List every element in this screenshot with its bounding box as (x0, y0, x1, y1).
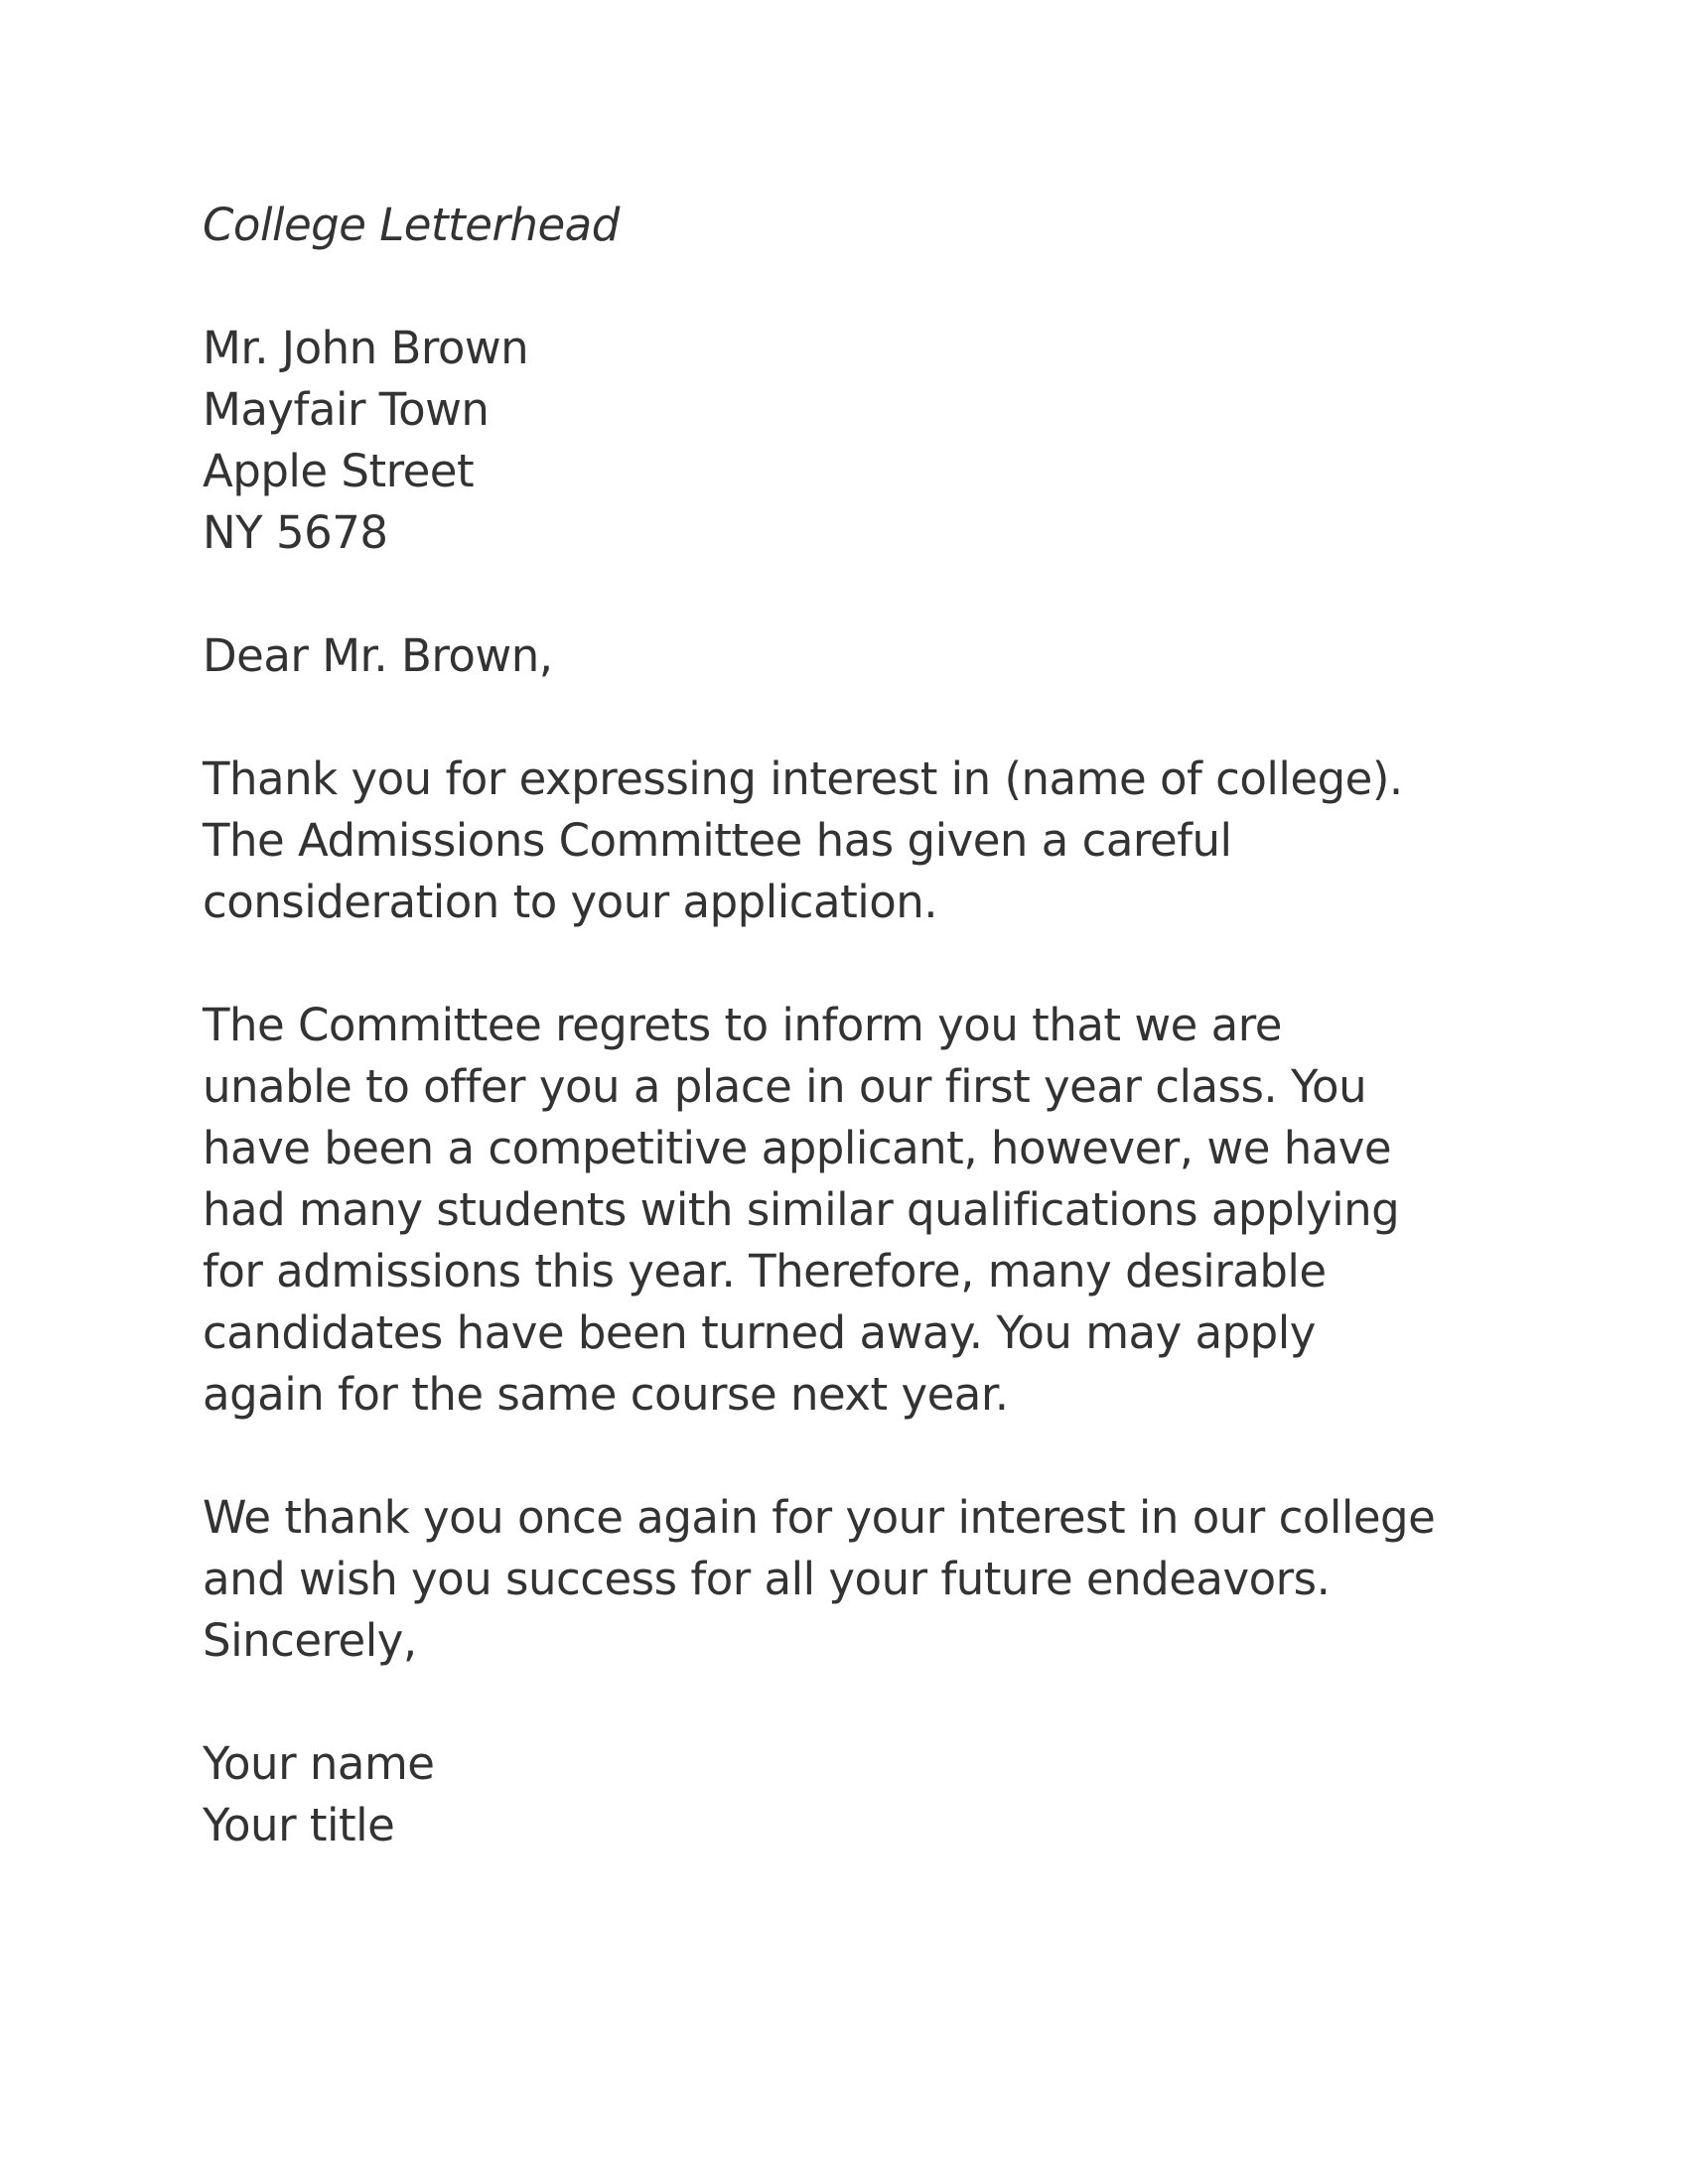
paragraph-line: again for the same course next year. (203, 1368, 1009, 1421)
paragraph-line: had many students with similar qualifications applying (203, 1183, 1400, 1236)
closing: Sincerely, (203, 1614, 417, 1667)
recipient-town: Mayfair Town (203, 383, 490, 436)
paragraph-line: for admissions this year. Therefore, many desirable (203, 1245, 1327, 1297)
signature-title: Your title (203, 1799, 395, 1851)
paragraph-line: We thank you once again for your interest in our college (203, 1491, 1436, 1544)
signature-name: Your name (203, 1737, 435, 1790)
paragraph-line: candidates have been turned away. You may apply (203, 1306, 1316, 1359)
recipient-street: Apple Street (203, 445, 475, 497)
paragraph-line: consideration to your application. (203, 876, 938, 928)
paragraph-line: The Committee regrets to inform you that we are (203, 999, 1282, 1051)
paragraph-line: Thank you for expressing interest in (name of college). (203, 752, 1403, 805)
paragraph-3 (203, 1487, 1599, 1672)
recipient-address (203, 318, 1599, 564)
paragraph-2 (203, 995, 1599, 1426)
paragraph-line: have been a competitive applicant, however, we have (203, 1122, 1392, 1174)
paragraph-line: The Admissions Committee has given a careful (203, 814, 1232, 867)
paragraph-1 (203, 749, 1599, 933)
recipient-zip: NY 5678 (203, 506, 388, 559)
recipient-name: Mr. John Brown (203, 322, 529, 374)
letterhead: College Letterhead (203, 199, 620, 251)
signature (203, 1733, 1599, 1856)
paragraph-line: unable to offer you a place in our first year class. You (203, 1060, 1367, 1113)
salutation: Dear Mr. Brown, (203, 629, 553, 682)
paragraph-line: and wish you success for all your future endeavors. (203, 1553, 1331, 1605)
